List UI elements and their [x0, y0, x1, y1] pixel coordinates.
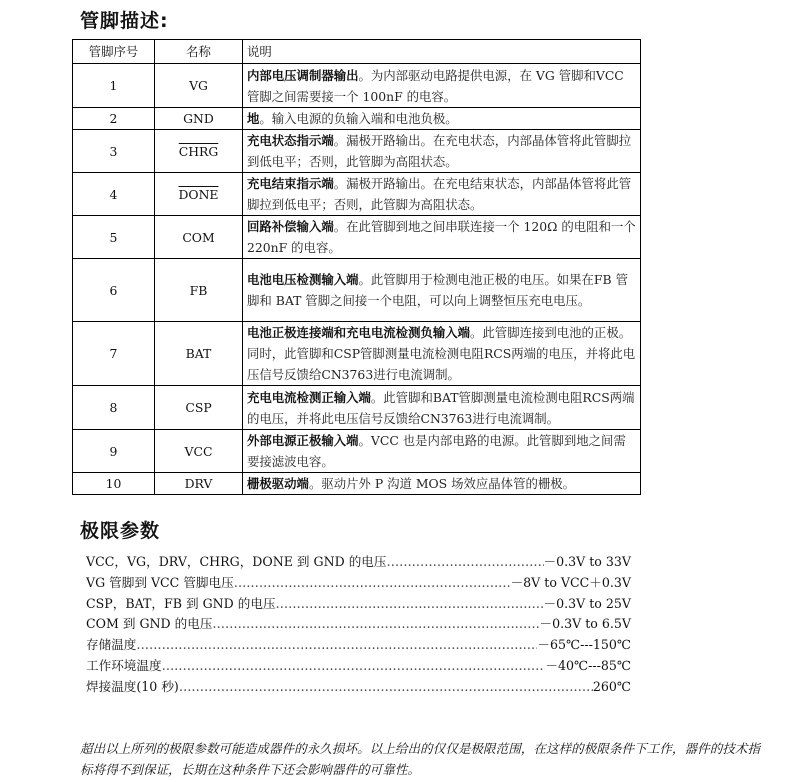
pin-number: 5: [73, 216, 155, 259]
section-title-pin-description: 管脚描述:: [80, 10, 169, 32]
warning-note: 超出以上所列的极限参数可能造成器件的永久损坏。以上给出的仅仅是极限范围，在这样的极限条件下工作，器件的技术指标将得不到保证，长期在这种条件下还会影响器件的可靠性。: [80, 741, 761, 777]
pin-description-text: 。漏极开路输出。在充电状态，内部晶体管将此管脚拉到低电平；否则，此管脚为高阻状态。: [247, 133, 632, 169]
pin-name-active-low: CHRG: [178, 143, 219, 159]
pin-name: [155, 130, 243, 173]
rating-value: －0.3V to 33V: [543, 554, 631, 569]
pin-description-text: 。此管脚连接到电池的正极。同时，此管脚和CSP管脚测量电流检测电阻RCS两端的电压，并将此电压信号反馈给CN3763进行电流调制。: [247, 325, 636, 382]
table-header-row: [73, 40, 641, 64]
pin-name: BAT: [155, 322, 243, 386]
pin-description-heading: 外部电源正极输入端: [247, 433, 359, 448]
pin-description-text: 。VCC 也是内部电路的电源。此管脚到地之间需要接滤波电容。: [247, 433, 626, 469]
table-row: [73, 108, 641, 130]
list-item: [86, 614, 631, 635]
pin-description-text: 。漏极开路输出。在充电结束状态，内部晶体管将此管脚拉到低电平；否则，此管脚为高阻状态。: [247, 176, 632, 212]
list-item: [86, 677, 631, 698]
rating-label: 焊接温度(10 秒): [86, 678, 179, 694]
pin-name: VG: [155, 64, 243, 108]
rating-label: 工作环境温度: [86, 657, 162, 673]
pin-number: 8: [73, 386, 155, 430]
pin-description-heading: 栅极驱动端: [247, 476, 309, 491]
rating-value: －0.3V to 25V: [543, 595, 631, 611]
pin-description-table: [72, 39, 641, 495]
pin-description-heading: 电池电压检测输入端: [247, 272, 359, 287]
pin-description: [243, 430, 641, 473]
rating-label: CSP，BAT，FB 到 GND 的电压: [86, 595, 276, 611]
pin-description-heading: 电池正极连接端和充电电流检测负输入端: [247, 325, 471, 340]
pin-number: 7: [73, 322, 155, 386]
table-row: [73, 386, 641, 430]
header-description: 说明: [243, 40, 641, 64]
rating-label: VCC，VG，DRV，CHRG，DONE 到 GND 的电压: [86, 554, 387, 569]
pin-description-heading: 充电结束指示端: [247, 176, 334, 191]
pin-description: [243, 386, 641, 430]
pin-description-text: 。此管脚和BAT管脚测量电流检测电阻RCS两端的电压，并将此电压信号反馈给CN3763进行电流调制。: [247, 389, 635, 426]
list-item: [86, 552, 631, 573]
rating-value: －65℃---150℃: [537, 637, 631, 653]
pin-name: GND: [155, 108, 243, 130]
rating-value: －40℃---85℃: [545, 657, 631, 673]
pin-name-active-low: DONE: [178, 186, 219, 202]
pin-number: 4: [73, 173, 155, 216]
pin-description-text: 。输入电源的负输入端和电池负极。: [259, 111, 458, 126]
table-row: [73, 259, 641, 322]
list-item: [86, 594, 631, 615]
rating-label: COM 到 GND 的电压: [86, 616, 213, 632]
list-item: [86, 573, 631, 594]
absolute-maximum-ratings-list: [86, 552, 631, 698]
pin-description-heading: 内部电压调制器输出: [247, 67, 359, 83]
header-pin-number: 管脚序号: [73, 40, 155, 64]
table-row: [73, 216, 641, 259]
table-row: [73, 322, 641, 386]
table-row: [73, 430, 641, 473]
pin-description: [243, 259, 641, 322]
pin-name: FB: [155, 259, 243, 322]
list-item: [86, 635, 631, 656]
pin-description-text: 。此管脚用于检测电池正极的电压。如果在FB 管脚和 BAT 管脚之间接一个电阻，可以向上调整恒压充电电压。: [247, 272, 628, 308]
pin-name: DRV: [155, 473, 243, 495]
pin-description-heading: 地: [247, 111, 260, 126]
pin-number: 10: [73, 473, 155, 495]
pin-description: [243, 108, 641, 130]
pin-name: CSP: [155, 386, 243, 430]
section-title-absolute-maximum-ratings: 极限参数: [80, 520, 161, 542]
pin-description: [243, 216, 641, 259]
rating-value: 260℃: [592, 678, 631, 694]
dot-leader: [276, 594, 544, 615]
pin-description-text: 。驱动片外 P 沟道 MOS 场效应晶体管的栅极。: [308, 476, 576, 491]
pin-description: [243, 64, 641, 108]
dot-leader: [234, 573, 511, 594]
pin-number: 9: [73, 430, 155, 473]
pin-description-text: 。为内部驱动电路提供电源，在 VG 管脚和VCC 管脚之间需要接一个 100nF 的电容。: [247, 67, 624, 104]
table-row: [73, 473, 641, 495]
dot-leader: [136, 635, 537, 656]
dot-leader: [179, 677, 593, 698]
rating-label: VG 管脚到 VCC 管脚电压: [86, 574, 234, 590]
list-item: [86, 656, 631, 677]
pin-name: [155, 173, 243, 216]
rating-label: 存储温度: [86, 637, 137, 653]
rating-value: －8V to VCC＋0.3V: [510, 574, 631, 590]
pin-description-heading: 回路补偿输入端: [247, 219, 334, 234]
pin-number: 3: [73, 130, 155, 173]
pin-description-heading: 充电状态指示端: [247, 133, 334, 148]
pin-name: COM: [155, 216, 243, 259]
pin-description: [243, 473, 641, 495]
table-row: [73, 64, 641, 108]
header-pin-name: 名称: [155, 40, 243, 64]
pin-description-heading: 充电电流检测正输入端: [247, 389, 371, 405]
pin-description: [243, 173, 641, 216]
pin-number: 6: [73, 259, 155, 322]
dot-leader: [162, 656, 546, 677]
pin-description: [243, 130, 641, 173]
pin-number: 1: [73, 64, 155, 108]
pin-number: 2: [73, 108, 155, 130]
table-row: [73, 173, 641, 216]
table-row: [73, 130, 641, 173]
pin-description: [243, 322, 641, 386]
pin-name: VCC: [155, 430, 243, 473]
dot-leader: [212, 614, 539, 635]
pin-description-text: 。在此管脚到地之间串联连接一个 120Ω 的电阻和一个 220nF 的电容。: [247, 219, 636, 255]
dot-leader: [386, 552, 543, 573]
rating-value: －0.3V to 6.5V: [539, 616, 631, 632]
